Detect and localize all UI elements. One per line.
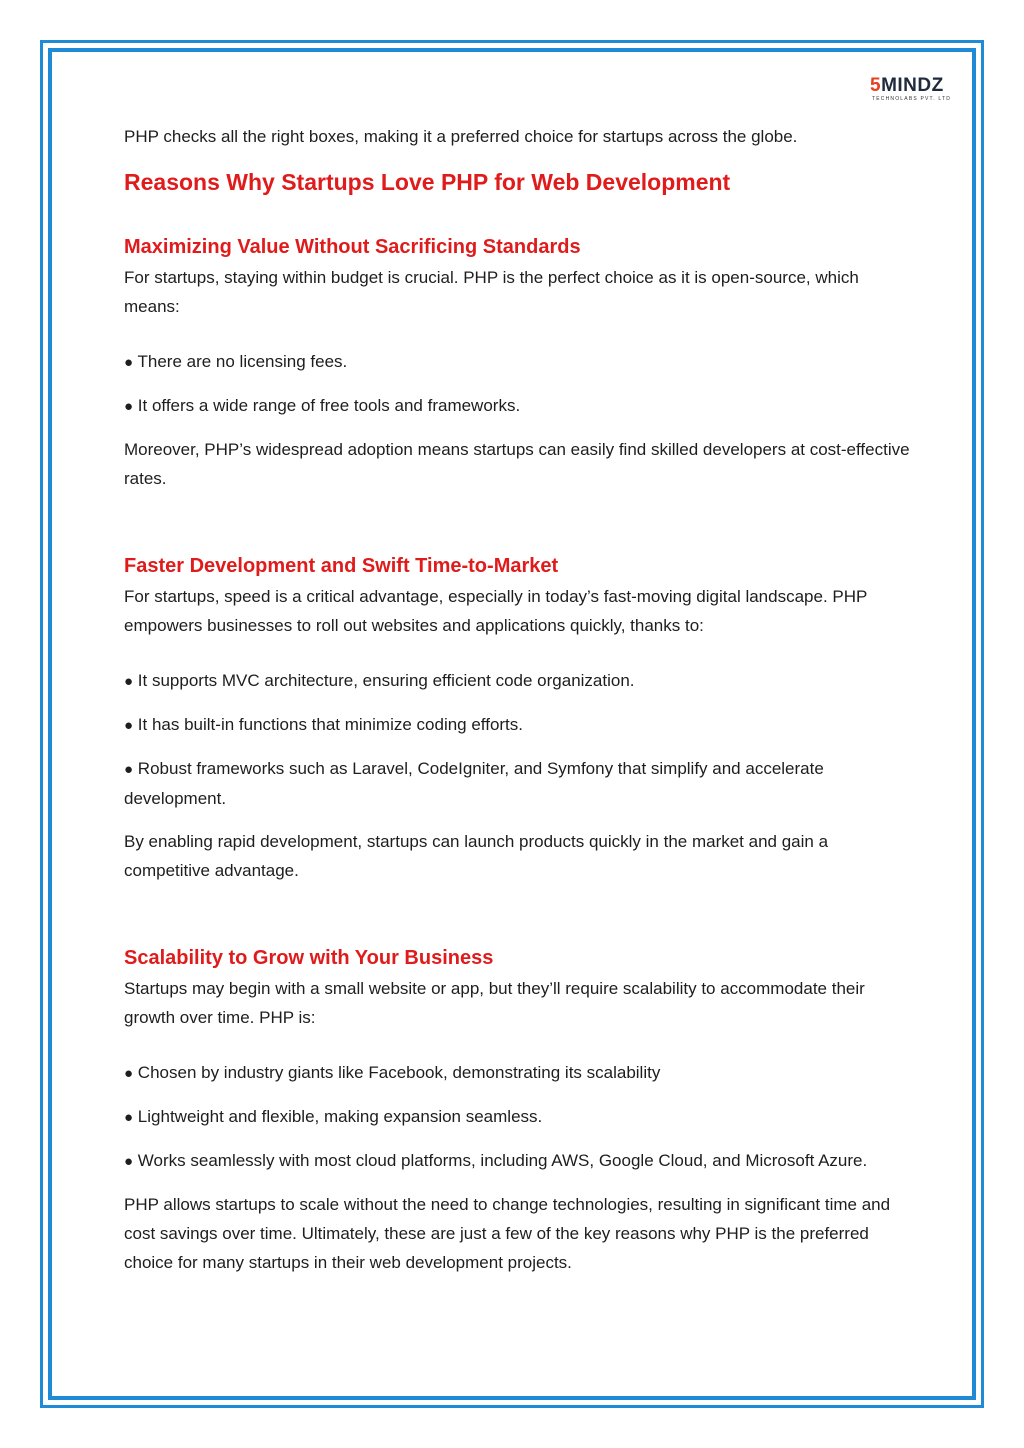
section-closing: Moreover, PHP’s widespread adoption means startups can easily find skilled developers at cost-effective rates. [124, 440, 910, 488]
section-closing: By enabling rapid development, startups can launch products quickly in the market and gain a competitive advantage. [124, 832, 829, 880]
bullet-icon: ● [124, 398, 134, 415]
document-body [124, 122, 910, 1277]
section-heading: Faster Development and Swift Time-to-Market [124, 555, 559, 577]
list-item: ● Lightweight and flexible, making expansion seamless. [124, 1107, 543, 1126]
list-item: ● It has built-in functions that minimize coding efforts. [124, 715, 524, 734]
list-item: ● It offers a wide range of free tools and frameworks. [124, 396, 521, 415]
page-title: Reasons Why Startups Love PHP for Web Development [124, 169, 731, 195]
company-logo: 5MINDZ TECHNOLABS PVT. LTD [870, 75, 952, 102]
section-heading: Maximizing Value Without Sacrificing Standards [124, 236, 581, 258]
list-item: ● Robust frameworks such as Laravel, CodeIgniter, and Symfony that simplify and accelerate development. [124, 759, 824, 808]
bullet-icon: ● [124, 717, 134, 734]
bullet-icon: ● [124, 1065, 134, 1082]
section-closing: PHP allows startups to scale without the need to change technologies, resulting in significant time and cost savings over time. Ultimately, these are just a few of the key reasons why PHP is the preferred choice for many startups in their web development projects. [124, 1195, 891, 1272]
list-item: ● There are no licensing fees. [124, 352, 348, 371]
bullet-icon: ● [124, 354, 134, 371]
bullet-icon: ● [124, 673, 134, 690]
section-lead: Startups may begin with a small website or app, but they’ll require scalability to accommodate their growth over time. PHP is: [124, 979, 865, 1027]
bullet-icon: ● [124, 1153, 134, 1170]
intro-paragraph: PHP checks all the right boxes, making it a preferred choice for startups across the globe. [124, 127, 798, 146]
section-lead: For startups, speed is a critical advantage, especially in today’s fast-moving digital landscape. PHP empowers businesses to roll out websites and applications quickly, thanks to: [124, 587, 868, 635]
list-item: ● It supports MVC architecture, ensuring efficient code organization. [124, 671, 635, 690]
list-item: ● Works seamlessly with most cloud platforms, including AWS, Google Cloud, and Microsoft Azure. [124, 1151, 868, 1170]
section-lead: For startups, staying within budget is crucial. PHP is the perfect choice as it is open-source, which means: [124, 268, 859, 316]
section-heading: Scalability to Grow with Your Business [124, 947, 494, 969]
list-item: ● Chosen by industry giants like Facebook, demonstrating its scalability [124, 1063, 661, 1082]
bullet-icon: ● [124, 761, 134, 778]
bullet-icon: ● [124, 1109, 134, 1126]
